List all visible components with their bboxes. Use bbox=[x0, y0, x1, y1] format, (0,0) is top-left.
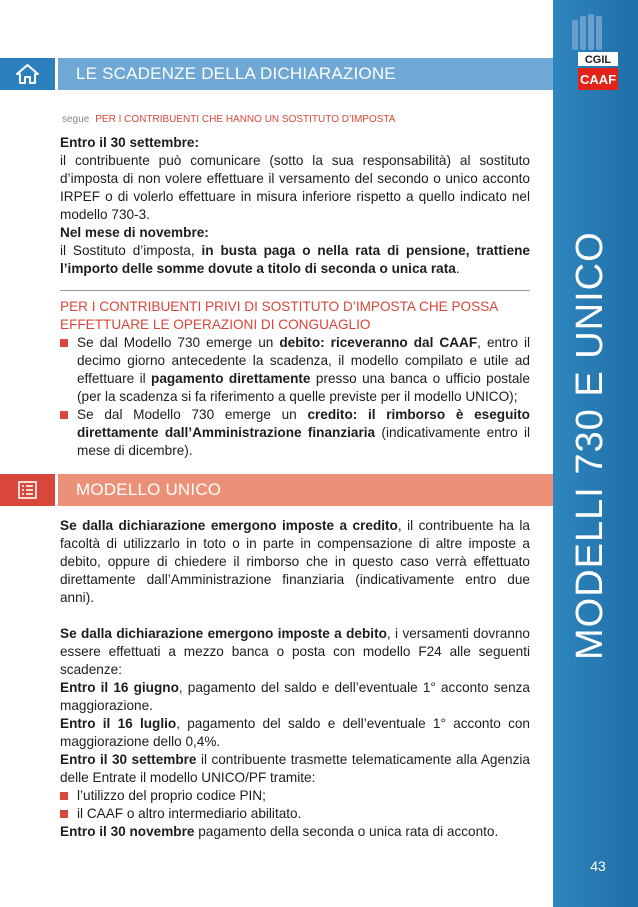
home-icon-box bbox=[0, 58, 55, 90]
section-title: LE SCADENZE DELLA DICHIARAZIONE bbox=[76, 64, 396, 83]
section2-body: Se dalla dichiarazione emergono imposte a credito, il contribuente ha la facoltà di utilizzarlo in toto o in parte in compensazione di altre imposte a debito, oppure di chiedere il rimborso che in questo caso verrà effettuato direttamente dall’Amministrazione finanziaria (indicativamente entro due anni). Se dalla dichiarazione emergono imposte a debito, i versamenti dovranno essere effettuati a mezzo banca o posta con modello F24 alle seguenti scadenze: Entro il 16 giugno, pagamento del saldo e dell’eventuale 1° acconto senza maggiorazione. Entro il 16 luglio, pagamento del saldo e dell’eventuale 1° acconto con maggiorazione dello 0,4%. Entro il 30 settembre il contribuente trasmette telematicamente alla Agenzia delle Entrate il modello UNICO/PF tramite: l’utilizzo del proprio codice PIN; il CAAF o altro intermediario abilitato. Entro il 30 novembre pagamento della seconda o unica rata di acconto. bbox=[60, 518, 530, 839]
section1-bullets bbox=[60, 334, 530, 460]
list-item: Se dal Modello 730 emerge un credito: il rimborso è eseguito direttamente dall’Amministrazione finanziaria (indicativamente entro il mese di dicembre). bbox=[60, 406, 530, 460]
bullet-square-icon bbox=[60, 810, 68, 818]
sidebar-title: MODELLI 730 E UNICO bbox=[569, 231, 611, 660]
page-number: 43 bbox=[590, 858, 606, 874]
svg-text:CGIL: CGIL bbox=[584, 54, 612, 66]
list-item: Se dal Modello 730 emerge un debito: riceveranno dal CAAF, entro il decimo giorno antecedente la scadenza, il modello compilato e utile ad effettuare il pagamento direttamente presso una banca o ufficio postale (per la scadenza si fa riferimento a quelle previste per il modello UNICO); bbox=[60, 334, 530, 406]
section1-body: Entro il 30 settembre: il contribuente può comunicare (sotto la sua responsabilità) al sostituto d’imposta di non volere effettuare il versamento del secondo o unico acconto IRPEF o di volerlo effettuare in misura inferiore rispetto a quello indicato nel modello 730-3. Nel mese di novembre: il Sostituto d’imposta, in busta paga o nella rata di pensione, trattiene l’importo delle somme dovute a titolo di seconda o unica rata. bbox=[60, 135, 530, 276]
list-item: il CAAF o altro intermediario abilitato. bbox=[60, 805, 530, 823]
home-icon bbox=[0, 58, 55, 90]
bullet-square-icon bbox=[60, 792, 68, 800]
section-title: MODELLO UNICO bbox=[76, 480, 222, 499]
divider bbox=[60, 290, 530, 291]
document-list-icon bbox=[0, 474, 55, 506]
list-item: l’utilizzo del proprio codice PIN; bbox=[60, 787, 530, 805]
section-header-scadenze bbox=[58, 58, 553, 90]
svg-text:CAAF: CAAF bbox=[579, 72, 617, 87]
list-icon-box bbox=[0, 474, 55, 506]
bullet-square-icon bbox=[60, 339, 68, 347]
subsection-heading: segue PER I CONTRIBUENTI CHE HANNO UN SOSTITUTO D’IMPOSTA bbox=[62, 114, 396, 125]
section-header-unico bbox=[58, 474, 553, 506]
bullet-square-icon bbox=[60, 411, 68, 419]
subsection-heading-2: PER I CONTRIBUENTI PRIVI DI SOSTITUTO D’IMPOSTA CHE POSSA EFFETTUARE LE OPERAZIONI DI CONGUAGLIO bbox=[60, 299, 498, 332]
cgil-caaf-logo bbox=[566, 12, 626, 102]
